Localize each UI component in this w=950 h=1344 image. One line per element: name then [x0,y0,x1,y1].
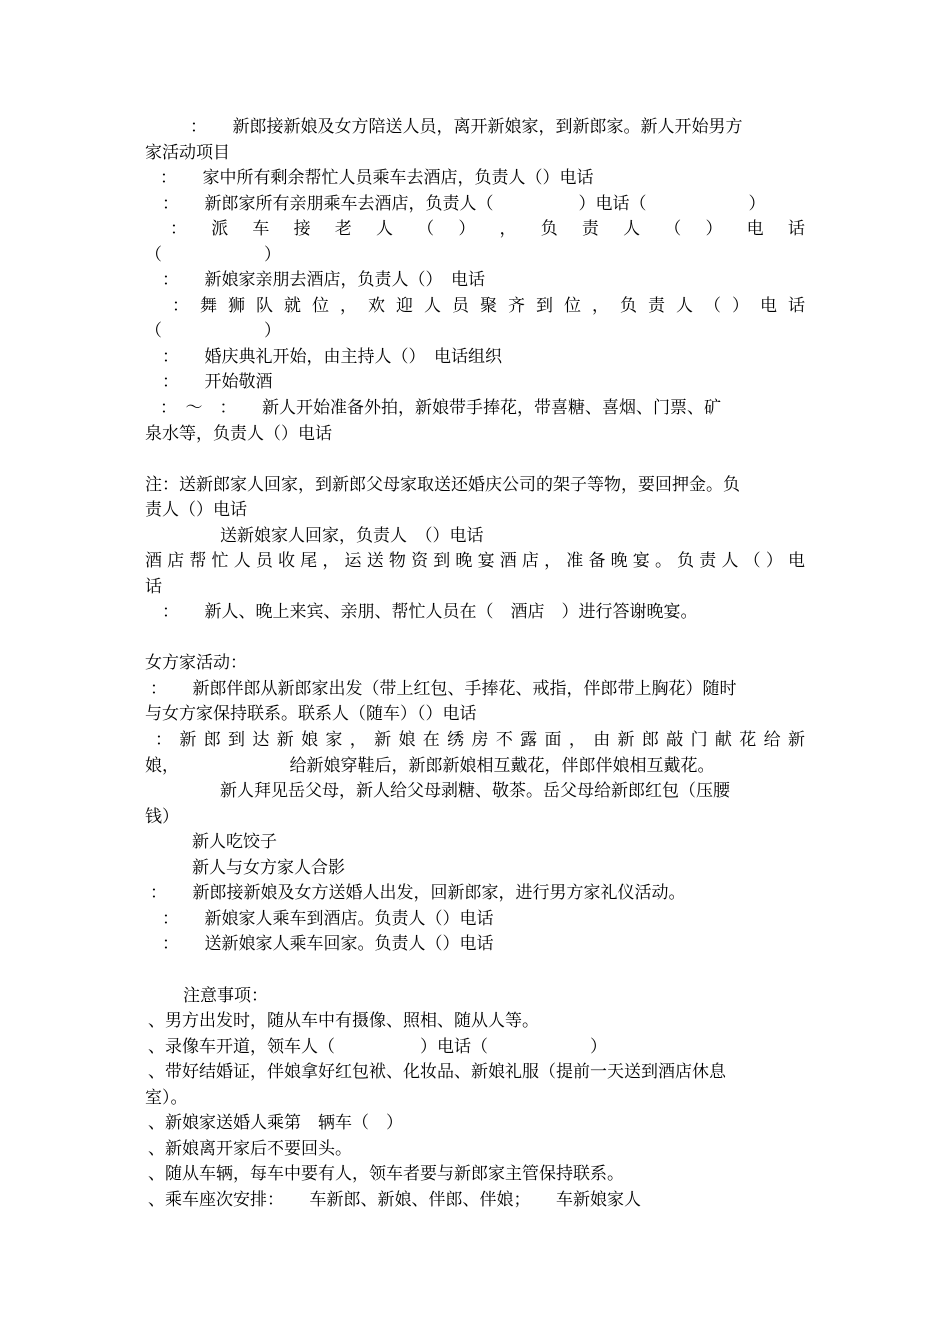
text-line: 新人吃饺子 [192,832,277,852]
text-char: 郎 [641,730,659,750]
text-char: 酒 [499,551,517,571]
text-char: 新 [617,730,635,750]
text-line: 娘， 给新娘穿鞋后，新郎新娘相互戴花，伴郎伴娘相互戴花。 [145,756,715,776]
text-char: 门 [690,730,708,750]
text-char: ， [349,730,367,750]
text-char: 接 [293,219,311,239]
text-char: ： [172,296,189,316]
text-char: 花 [739,730,757,750]
text-line: ： 新郎伴郎从新郎家出发（带上红包、手捧花、戒指，伴郎带上胸花）随时 [150,679,737,699]
text-char: 娘 [398,730,416,750]
text-char: ， [499,219,517,239]
text-char: ， [322,551,340,571]
text-char: 人 [721,551,739,571]
note-line: 送新娘家人回家，负责人 （）电话 [220,526,484,546]
text-char: 收 [278,551,296,571]
text-char: 忙 [211,551,229,571]
text-line: ： 新娘家亲朋去酒店，负责人（） 电话 [162,270,485,290]
text-char: 迎 [396,296,413,316]
text-line: 家活动项目 [145,143,230,163]
text-line: ： 新郎接新娘及女方送婚人出发，回新郎家，进行男方家礼仪活动。 [150,883,686,903]
text-char: 宴 [632,551,650,571]
text-char: 责 [699,551,717,571]
text-line: 钱） [145,807,179,827]
text-char: 运 [344,551,362,571]
section-heading: 注意事项： [183,986,268,1006]
text-line: （ ） [145,321,281,341]
text-char: （ [664,219,682,239]
text-char: 电 [746,219,764,239]
text-char: 郎 [203,730,221,750]
text-line: ： 开始敬酒 [162,372,273,392]
text-char: 由 [593,730,611,750]
text-char: 齐 [508,296,525,316]
text-char: 老 [334,219,352,239]
text-char: 房 [471,730,489,750]
text-char: ） [458,219,476,239]
text-char: 新 [179,730,197,750]
text-char: 位 [312,296,329,316]
text-char: 资 [411,551,429,571]
text-char: （ [743,551,761,571]
text-char: 到 [536,296,553,316]
text-char: 人 [375,219,393,239]
text-char: 负 [620,296,637,316]
text-char: 负 [677,551,695,571]
justified-line [170,219,805,239]
text-char: 到 [228,730,246,750]
text-char: 负 [540,219,558,239]
text-char: （ [417,219,435,239]
text-char: 娘 [301,730,319,750]
text-char: 新 [787,730,805,750]
text-char: ） [732,296,749,316]
text-char: 晚 [455,551,473,571]
text-char: 酒 [145,551,162,571]
text-char: 人 [424,296,441,316]
text-line: ： 送新娘家人乘车回家。负责人（）电话 [162,934,494,954]
text-char: 面 [544,730,562,750]
text-char: 店 [521,551,539,571]
text-char: 献 [714,730,732,750]
text-line: ： 家中所有剩余帮忙人员乘车去酒店，负责人（）电话 [160,168,594,188]
text-char: ） [705,219,723,239]
text-char: 新 [276,730,294,750]
text-char: 备 [588,551,606,571]
text-line: ： 新娘家人乘车到酒店。负责人（）电话 [162,909,494,929]
text-char: ， [592,296,609,316]
note-line: 注：送新郎家人回家，到新郎父母家取送还婚庆公司的架子等物，要回押金。负 [145,475,740,495]
text-char: 新 [374,730,392,750]
justified-line [172,296,805,316]
text-char: 派 [211,219,229,239]
note-line: 话 [145,577,162,597]
text-char: 露 [520,730,538,750]
text-line: ： 新郎接新娘及女方陪送人员，离开新娘家，到新郎家。新人开始男方 [190,117,743,137]
list-item: 、新娘离开家后不要回头。 [148,1139,352,1159]
text-char: 在 [422,730,440,750]
text-line: ： 婚庆典礼开始，由主持人（） 电话组织 [162,347,502,367]
text-char: 店 [167,551,185,571]
text-char: 话 [787,219,805,239]
note-line: ： 新人、晚上来宾、亲朋、帮忙人员在（ 酒店 ）进行答谢晚宴。 [162,602,698,622]
text-char: 人 [233,551,251,571]
text-char: 电 [787,551,805,571]
text-char: 准 [566,551,584,571]
justified-line [145,551,805,571]
text-char: 宴 [477,551,495,571]
text-char: 人 [676,296,693,316]
list-item: 、随从车辆，每车中要有人，领车者要与新郎家主管保持联系。 [148,1164,624,1184]
text-char: 物 [388,551,406,571]
text-char: 家 [325,730,343,750]
list-item: 、乘车座次安排： 车新郎、新娘、伴郎、伴娘； 车新娘家人 [148,1190,641,1210]
text-char: ， [568,730,586,750]
text-char: 欢 [368,296,385,316]
text-char: ： [170,219,187,239]
text-line: 新人拜见岳父母，新人给父母剥糖、敬茶。岳父母给新郎红包（压腰 [220,781,730,801]
text-char: 位 [564,296,581,316]
list-item: 、男方出发时，随从车中有摄像、照相、随从人等。 [148,1011,539,1031]
text-char: 舞 [200,296,217,316]
list-item: 、带好结婚证，伴娘拿好红包袱、化妆品、新娘礼服（提前一天送到酒店休息 [148,1062,726,1082]
list-item: 、录像车开道，领车人（ ）电话（ ） [148,1037,607,1057]
text-char: ， [544,551,562,571]
text-line: 泉水等，负责人（）电话 [145,424,332,444]
text-char: （ [704,296,721,316]
text-char: ， [340,296,357,316]
list-item: 、新娘家送婚人乘第 辆车（ ） [148,1113,403,1133]
text-line: 与女方家保持联系。联系人（随车）（）电话 [145,704,477,724]
text-char: 狮 [228,296,245,316]
text-char: 送 [366,551,384,571]
text-char: 队 [256,296,273,316]
text-char: 。 [654,551,672,571]
text-char: 员 [255,551,273,571]
text-char: 员 [452,296,469,316]
text-line: 新人与女方家人合影 [192,858,345,878]
text-char: 话 [788,296,805,316]
text-char: 车 [252,219,270,239]
note-line: 责人（）电话 [145,500,247,520]
text-char: 晚 [610,551,628,571]
text-char: 帮 [189,551,207,571]
text-char: 责 [581,219,599,239]
text-char: 人 [623,219,641,239]
text-char: 绣 [447,730,465,750]
text-char: ： [155,730,172,750]
text-char: 达 [252,730,270,750]
text-line: ： ～ ： 新人开始准备外拍，新娘带手捧花，带喜糖、喜烟、门票、矿 [160,398,721,418]
section-heading: 女方家活动： [145,653,247,673]
text-char: 给 [763,730,781,750]
text-char: ） [765,551,783,571]
text-char: 到 [433,551,451,571]
text-char: 责 [648,296,665,316]
text-char: 聚 [480,296,497,316]
text-char: 尾 [300,551,318,571]
text-line: ： 新郎家所有亲朋乘车去酒店，负责人（ ）电话（ ） [162,194,766,214]
text-char: 不 [495,730,513,750]
justified-line [155,730,805,750]
list-item: 室）。 [145,1088,188,1108]
text-char: 电 [760,296,777,316]
text-char: 敲 [666,730,684,750]
text-char: 就 [284,296,301,316]
text-line: （ ） [145,245,281,265]
